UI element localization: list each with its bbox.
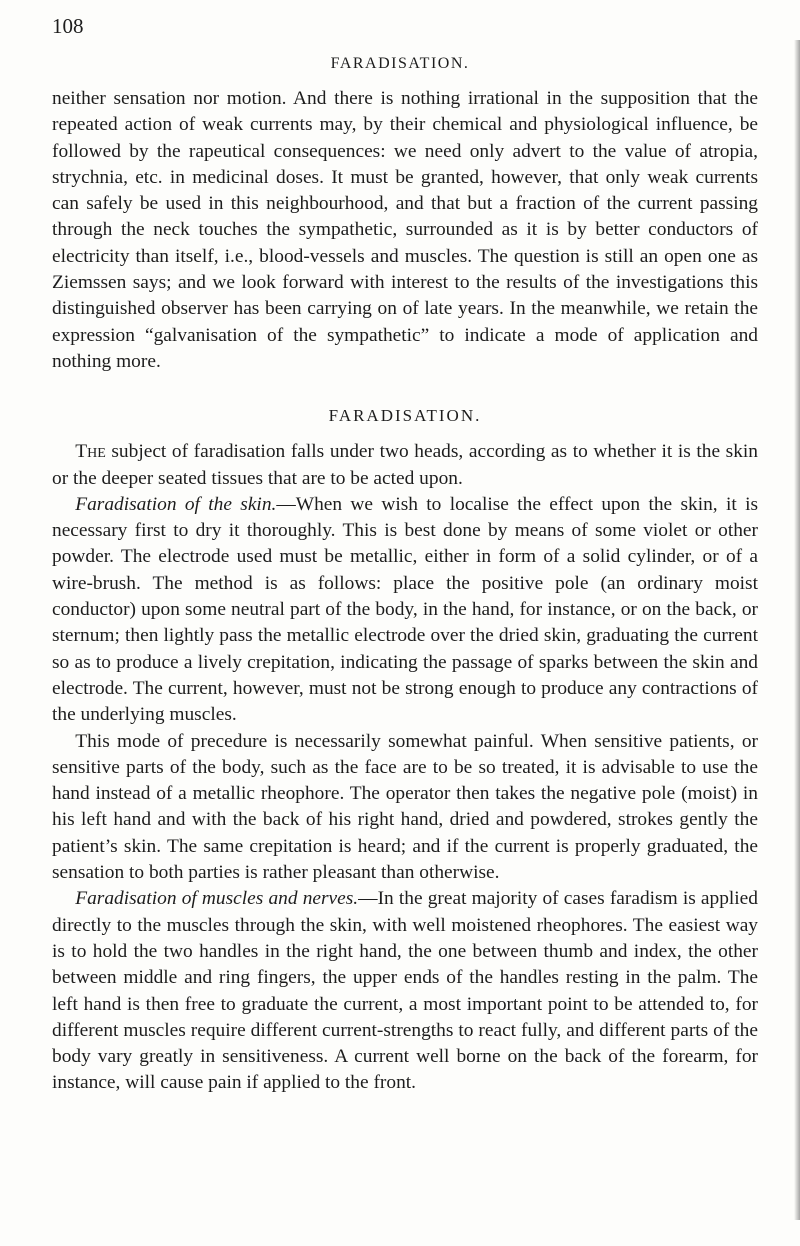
- paragraph-muscles-nerves: [52, 886, 758, 1096]
- subsection-title-skin: Faradisation of the skin.: [75, 493, 277, 515]
- page-edge-shadow: [794, 40, 800, 1220]
- running-head: FARADISATION.: [330, 55, 470, 72]
- page-number: 108: [52, 14, 84, 38]
- paragraph-muscles-text: —In the great majority of cases faradism is applied directly to the muscles through the skin, with well moistened rheophores. The easiest way is to hold the two handles in the right hand, the one between thumb and index, the other between middle and ring fingers, the upper ends of the handles resting in the palm. The left hand is then free to graduate the current, a most important point to be attended to, for different muscles require different current-strengths to react fully, and different parts of the body vary greatly in sensitiveness. A current well borne on the back of the forearm, for instance, will cause pain if applied to the front.: [52, 888, 758, 1094]
- paragraph-skin: [52, 492, 758, 729]
- paragraph-procedure: This mode of precedure is necessarily somewhat painful. When sensitive patients, or sensitive parts of the body, such as the face are to be so treated, it is advisable to use the hand instead of a metallic rheophore. The operator then takes the negative pole (moist) in his left hand and with the back of his right hand, dried and powdered, strokes gently the patient’s skin. The same crepitation is heard; and if the current is properly graduated, the sensation to both parties is rather pleasant than otherwise.: [52, 730, 758, 884]
- subsection-title-muscles: Faradisation of muscles and nerves.: [75, 888, 359, 910]
- section-heading: FARADISATION.: [328, 406, 482, 426]
- page-body: [52, 86, 758, 1097]
- paragraph-skin-text: —When we wish to localise the effect upon the skin, it is necessary first to dry it thoroughly. This is best done by means of some violet or other powder. The electrode used must be metallic, either in form of a solid cylinder, or of a wire-brush. The method is as follows: place the positive pole (an ordinary moist conductor) upon some neutral part of the body, in the hand, for instance, or on the back, or sternum; then lightly pass the metallic electrode over the dried skin, graduating the current so as to produce a lively crepitation, indicating the passage of sparks between the skin and electrode. The current, however, must not be strong enough to produce any contractions of the underlying muscles.: [52, 493, 759, 726]
- paragraph-lead-word: The: [75, 441, 106, 463]
- intro-paragraph: neither sensation nor motion. And there is nothing irrational in the supposition that the repeated action of weak currents may, by their chemical and physiological influence, be followed by the rapeutical consequences: we need only advert to the value of atropia, strychnia, etc. in medicinal doses. It must be granted, however, that only weak currents can safely be used in this neighbourhood, and that but a fraction of the current passing through the neck touches the sympathetic, surrounded as it is by better conductors of electricity than itself, i.e., blood-vessels and muscles. The question is still an open one as Ziemssen says; and we look forward with interest to the results of the investigations this distinguished observer has been carrying on of late years. In the meanwhile, we retain the expression “galvanisation of the sympathetic” to indicate a mode of application and nothing more.: [52, 88, 758, 372]
- paragraph-subject: [52, 439, 758, 492]
- paragraph-subject-text: subject of faradisation falls under two heads, according as to whether it is the skin or the deeper seated tissues that are to be acted upon.: [52, 441, 758, 489]
